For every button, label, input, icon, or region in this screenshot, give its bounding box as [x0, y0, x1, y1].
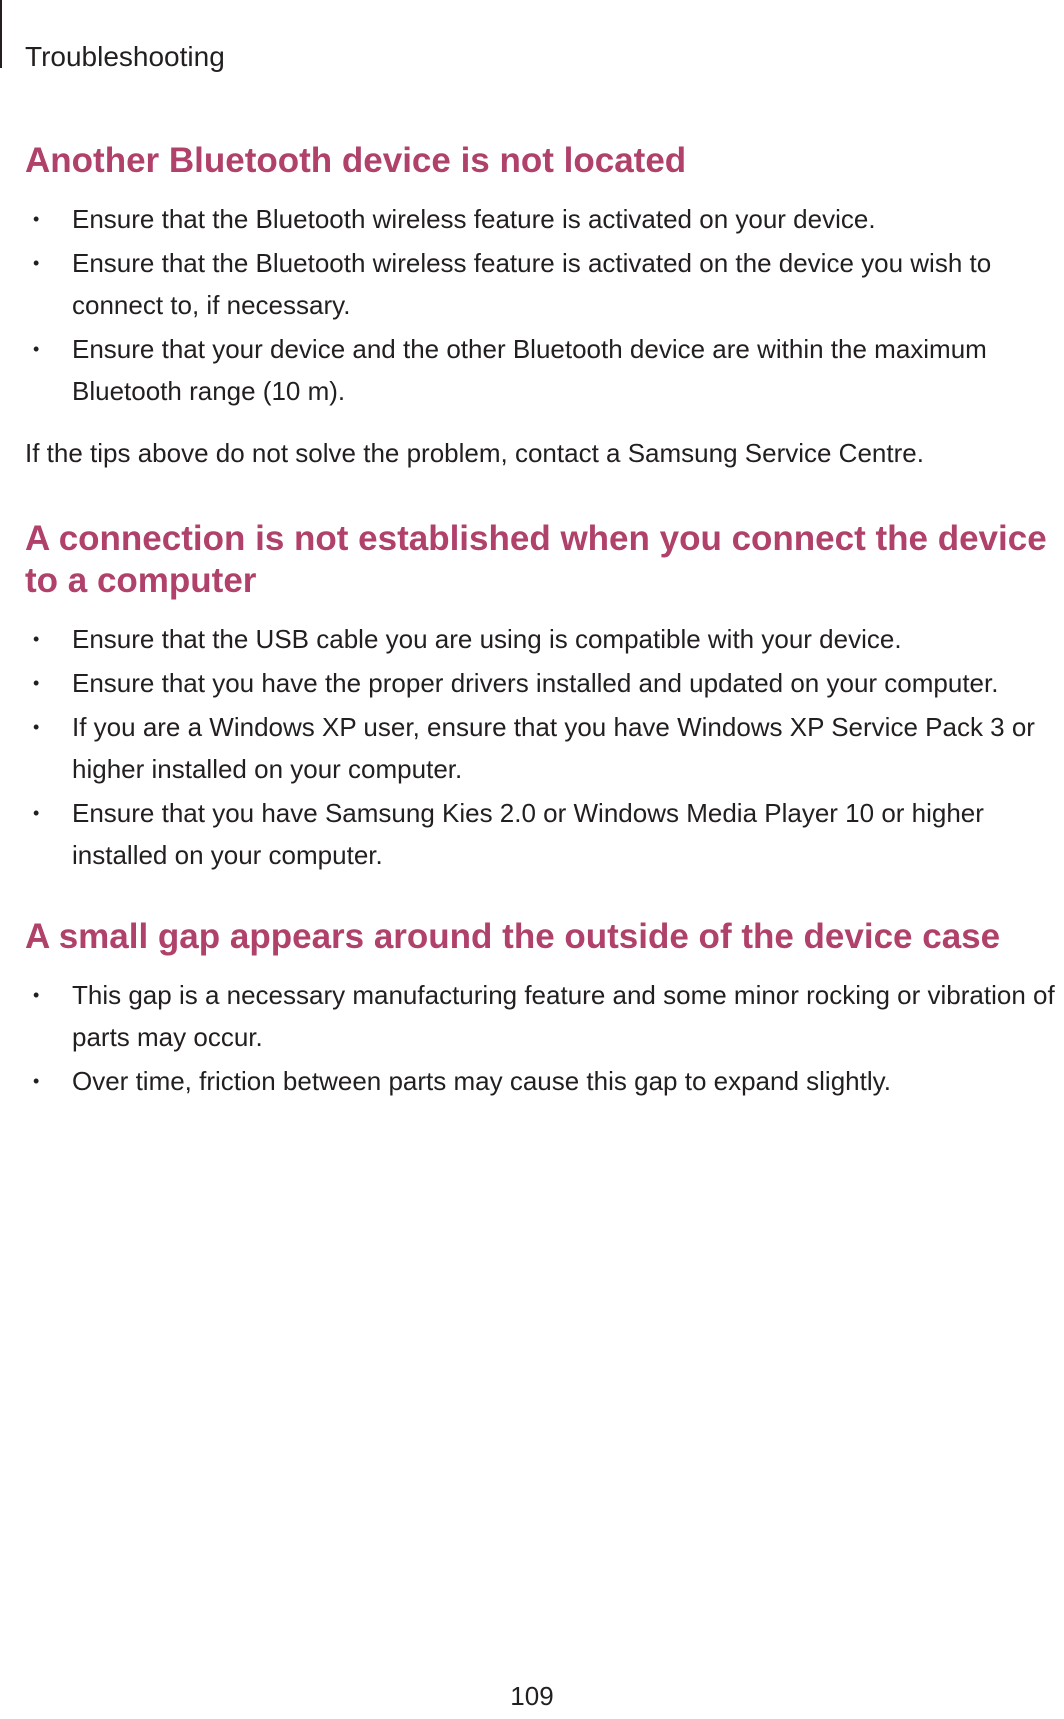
list-item — [25, 974, 1064, 1060]
bullet-icon: • — [33, 717, 40, 737]
list-item-text: Ensure that the Bluetooth wireless feature is activated on the device you wish to connect to, if necessary. — [72, 248, 992, 320]
list-item — [25, 792, 1064, 878]
page-content — [25, 140, 1064, 1104]
bullet-icon: • — [33, 253, 40, 273]
section-heading: Another Bluetooth device is not located — [25, 141, 687, 180]
list-item — [25, 242, 1064, 328]
list-item — [25, 618, 1064, 662]
bullet-list — [25, 198, 1064, 414]
list-item-text: Ensure that the Bluetooth wireless feature is activated on your device. — [72, 204, 876, 234]
page-number: 109 — [510, 1681, 554, 1711]
section-heading: A small gap appears around the outside of the device case — [25, 917, 1001, 956]
list-item-text: Ensure that you have the proper drivers installed and updated on your computer. — [72, 668, 999, 698]
section-bluetooth-not-located — [25, 140, 1064, 474]
list-item-text: Ensure that your device and the other Bluetooth device are within the maximum Bluetooth range (10 m). — [72, 334, 987, 406]
list-item — [25, 1060, 1064, 1104]
list-item — [25, 328, 1064, 414]
bullet-list — [25, 618, 1064, 878]
list-item-text: Ensure that the USB cable you are using is compatible with your device. — [72, 624, 902, 654]
page-corner-mark — [0, 0, 2, 68]
bullet-icon: • — [33, 985, 40, 1005]
list-item-text: This gap is a necessary manufacturing feature and some minor rocking or vibration of parts may occur. — [72, 980, 1055, 1052]
list-item — [25, 706, 1064, 792]
bullet-icon: • — [33, 629, 40, 649]
section-small-gap — [25, 916, 1064, 1104]
section-heading: A connection is not established when you connect the device to a computer — [25, 519, 1047, 600]
bullet-icon: • — [33, 673, 40, 693]
list-item — [25, 662, 1064, 706]
running-header: Troubleshooting — [25, 41, 225, 72]
list-item-text: Ensure that you have Samsung Kies 2.0 or Windows Media Player 10 or higher installed on your computer. — [72, 798, 984, 870]
bullet-icon: • — [33, 803, 40, 823]
body-paragraph: If the tips above do not solve the problem, contact a Samsung Service Centre. — [25, 438, 924, 468]
list-item-text: If you are a Windows XP user, ensure that you have Windows XP Service Pack 3 or higher installed on your computer. — [72, 712, 1035, 784]
section-connection-not-established — [25, 518, 1064, 878]
list-item-text: Over time, friction between parts may cause this gap to expand slightly. — [72, 1066, 891, 1096]
bullet-icon: • — [33, 1071, 40, 1091]
list-item — [25, 198, 1064, 242]
bullet-icon: • — [33, 339, 40, 359]
bullet-icon: • — [33, 209, 40, 229]
bullet-list — [25, 974, 1064, 1104]
